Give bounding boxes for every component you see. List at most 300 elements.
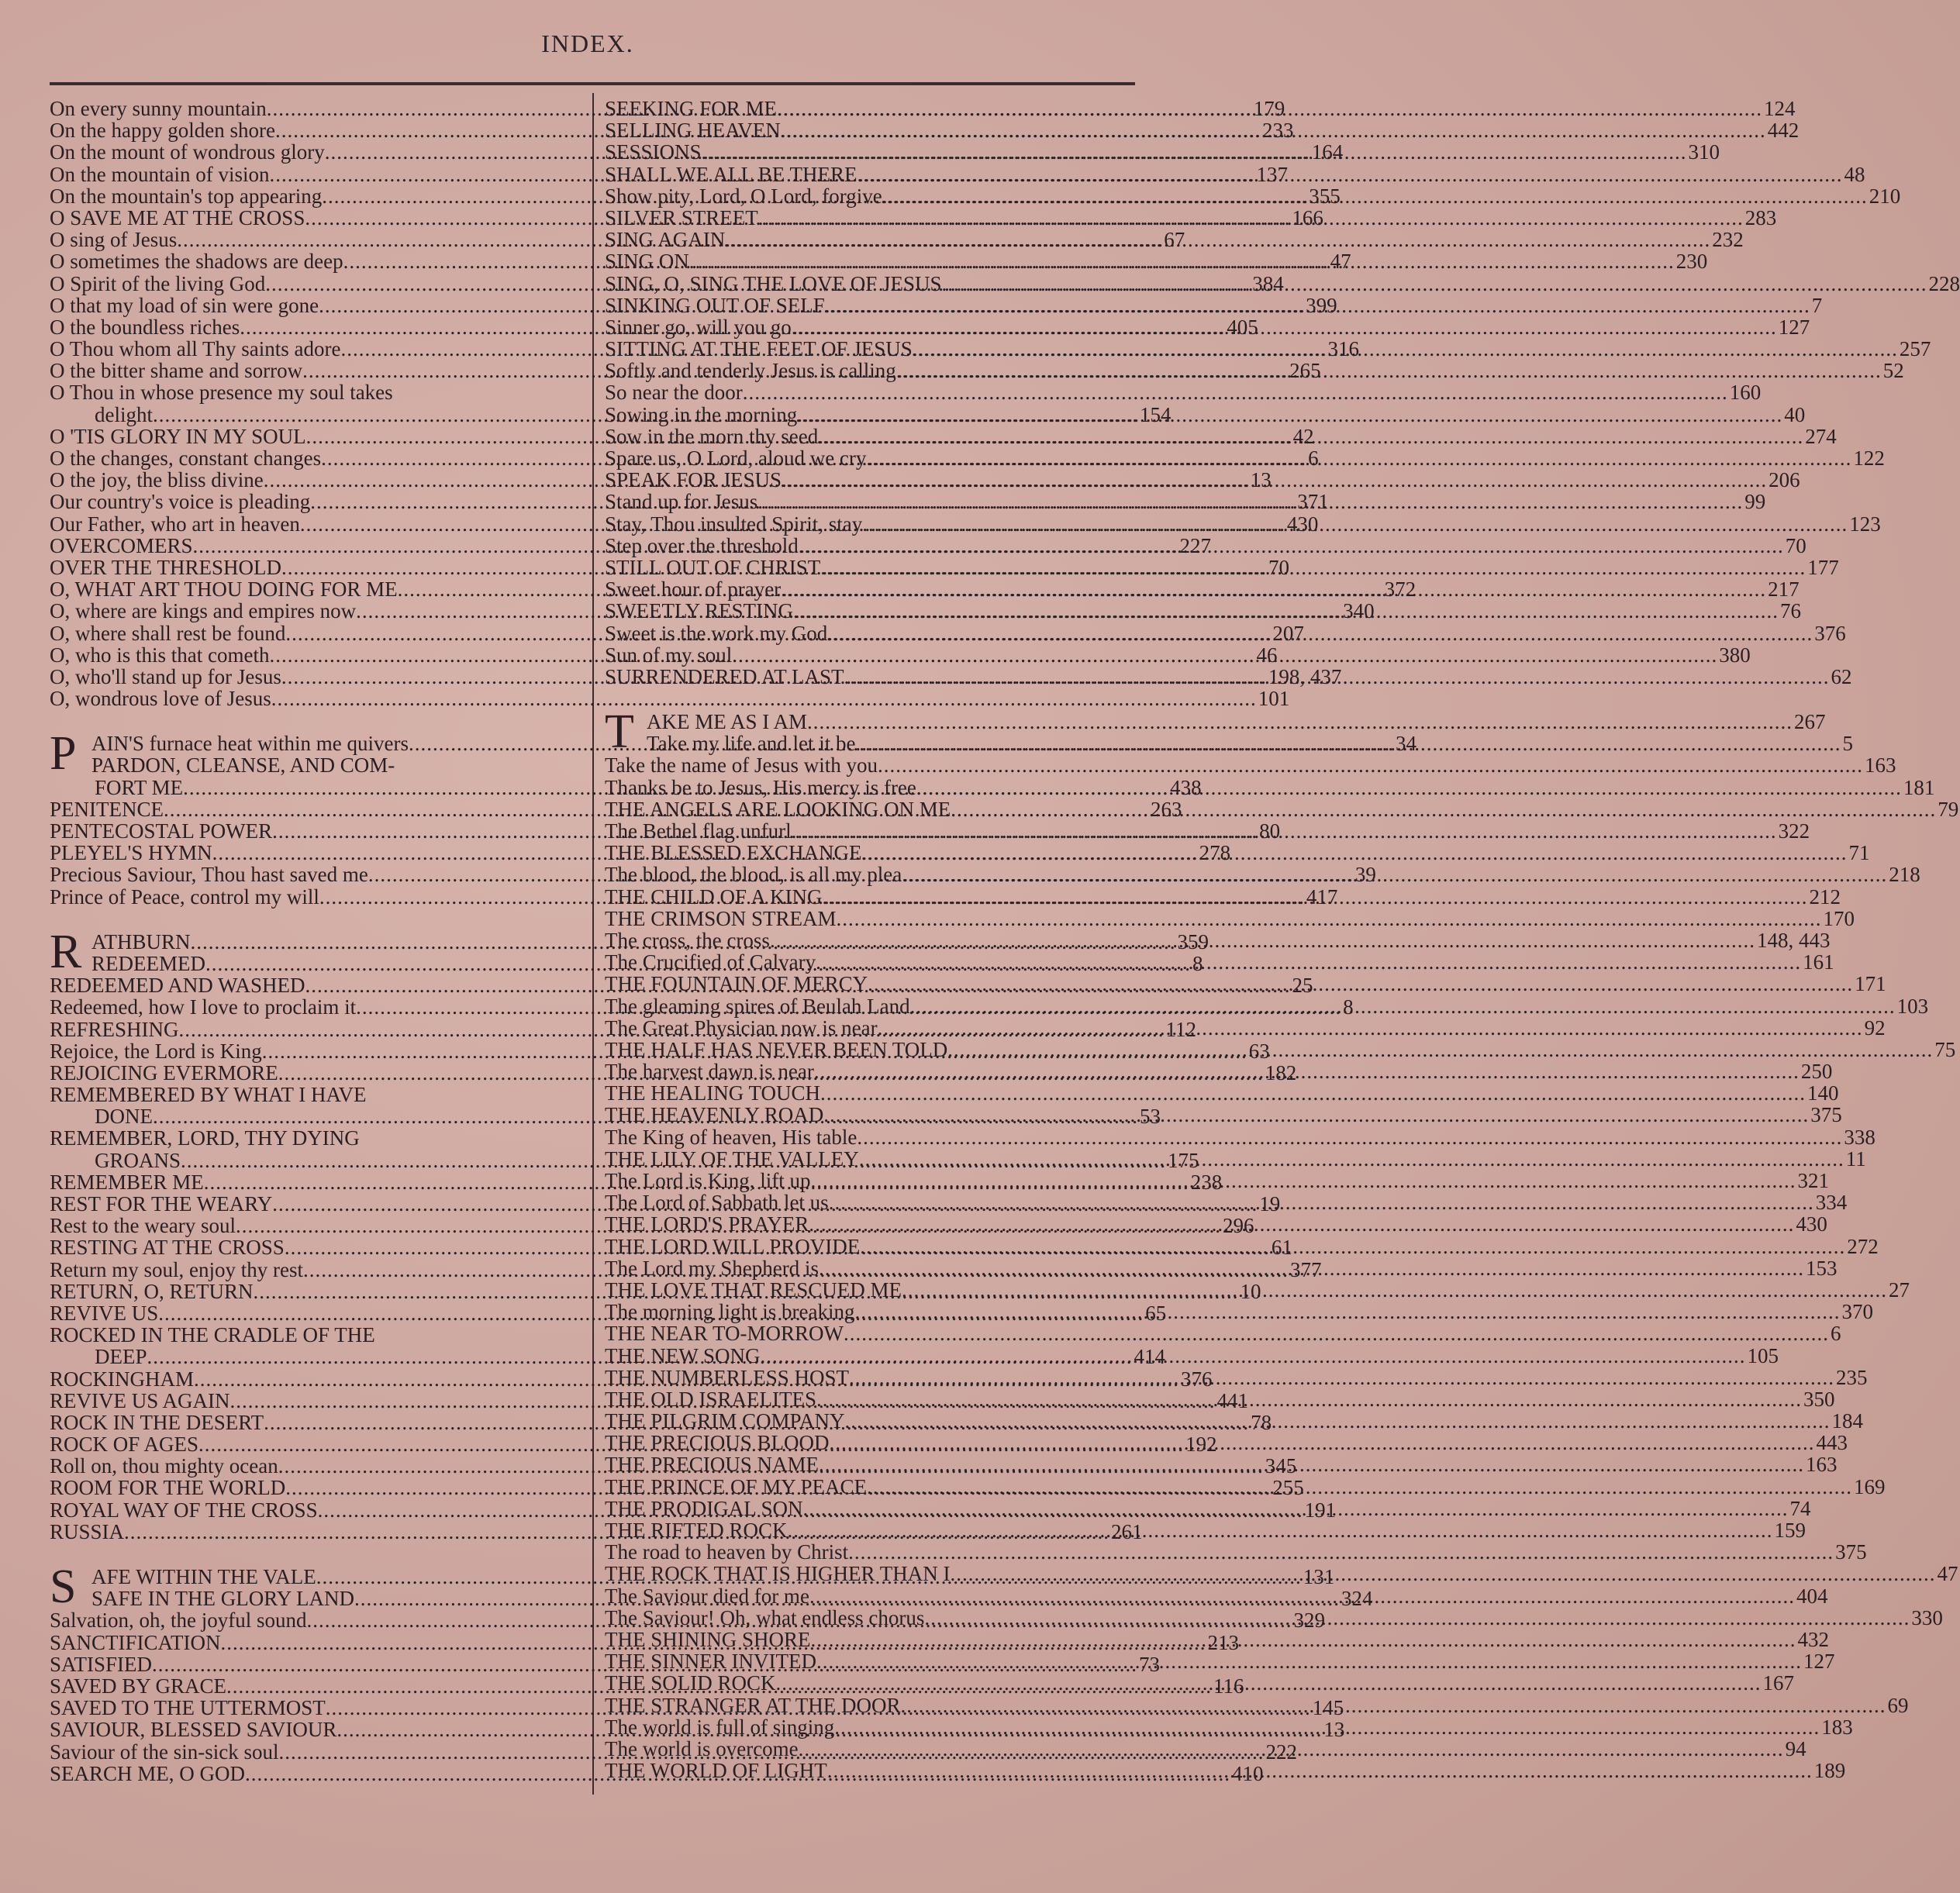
section-gap <box>50 1543 585 1566</box>
page-number: 405 <box>1227 315 1258 339</box>
hymn-title: So near the door <box>605 381 743 405</box>
hymn-title: O sometimes the shadows are deep <box>50 250 343 274</box>
page-number: 40 <box>1784 402 1806 426</box>
page-number: 189 <box>1813 1759 1846 1783</box>
page-number: 160 <box>1729 381 1762 405</box>
hymn-title: SAVIOUR, BLESSED SAVIOUR <box>50 1718 337 1742</box>
page-number: 184 <box>1831 1409 1864 1433</box>
page-number: 48 <box>1844 162 1865 186</box>
page-number: 267 <box>1794 710 1826 734</box>
hymn-title: SATISFIED <box>50 1652 153 1676</box>
hymn-title: Take the name of Jesus with you <box>605 753 878 778</box>
drop-cap-letter: R <box>50 925 82 978</box>
page-number: 116 <box>1213 1674 1244 1698</box>
page-number: 101 <box>1258 687 1290 711</box>
hymn-title: REVIVE US AGAIN <box>50 1388 230 1412</box>
dot-leader <box>827 622 1813 644</box>
hymn-title: SANCTIFICATION <box>50 1630 221 1654</box>
hymn-title: ROCKINGHAM <box>50 1367 195 1391</box>
hymn-title: THE CRIMSON STREAM <box>605 906 837 930</box>
page-number: 430 <box>1286 512 1319 536</box>
dot-leader <box>896 360 1882 381</box>
hymn-title: SESSIONS <box>605 140 702 164</box>
page-number: 167 <box>1762 1671 1794 1695</box>
page-number: 375 <box>1810 1103 1842 1127</box>
dot-leader <box>860 1236 1845 1260</box>
dot-leader <box>942 273 1927 295</box>
page-number: 321 <box>1797 1169 1829 1192</box>
dot-leader <box>776 1672 1762 1694</box>
hymn-title: THE LORD WILL PROVIDE <box>605 1234 861 1258</box>
page-number: 218 <box>1889 863 1920 887</box>
page-number: 272 <box>1847 1234 1879 1258</box>
page-number: 233 <box>1261 119 1294 143</box>
dot-leader <box>834 1716 1820 1742</box>
dot-leader <box>857 164 1842 185</box>
page-number: 124 <box>1764 97 1796 120</box>
page-number: 183 <box>1821 1715 1853 1739</box>
page-number: 375 <box>1835 1540 1867 1564</box>
hymn-title: The cross, the cross <box>605 928 770 952</box>
page-number: 63 <box>1248 1039 1270 1063</box>
hymn-title: O the changes, constant changes <box>50 447 322 470</box>
page-number: 322 <box>1778 819 1810 843</box>
page-number: 19 <box>1259 1192 1281 1215</box>
dot-leader <box>951 798 1936 820</box>
hymn-title: THE HEALING TOUCH <box>605 1081 820 1105</box>
page-number: 75 <box>1934 1037 1956 1061</box>
index-entry <box>605 1519 1806 1542</box>
hymn-title: ROCK IN THE DESERT <box>50 1410 264 1434</box>
page-number: 6 <box>1308 447 1319 470</box>
page-number: 73 <box>1139 1652 1161 1676</box>
hymn-title: The blood, the blood, is all my plea <box>605 863 902 887</box>
hymn-title: GROANS <box>95 1148 181 1172</box>
page-number: 283 <box>1744 205 1777 229</box>
hymn-title: Precious Saviour, Thou hast saved me <box>50 863 368 887</box>
dot-leader <box>820 557 1806 578</box>
hymn-title: SILVER STREET <box>605 205 758 229</box>
dot-leader <box>857 1126 1842 1148</box>
drop-cap-letter: P <box>50 727 77 781</box>
hymn-title: Sowing in the morning <box>605 402 798 426</box>
hymn-title: SAFE IN THE GLORY LAND <box>91 1587 355 1611</box>
page-number: 399 <box>1306 293 1337 317</box>
hymn-title: SING ON <box>605 250 689 274</box>
dot-leader <box>856 733 1841 754</box>
hymn-title: The morning light is breaking <box>605 1300 855 1324</box>
hymn-title: REJOICING EVERMORE <box>50 1060 278 1084</box>
page-number: 417 <box>1306 884 1338 909</box>
page-number: 212 <box>1809 884 1841 909</box>
dot-leader <box>702 141 1687 163</box>
hymn-title: Rejoice, the Lord is King <box>50 1039 262 1063</box>
page-number: 94 <box>1785 1736 1806 1760</box>
page-number: 79 <box>1938 797 1959 821</box>
hymn-title: SAVED BY GRACE <box>50 1674 227 1698</box>
hymn-title: SING, O, SING THE LOVE OF JESUS <box>605 271 942 295</box>
page-number: 154 <box>1140 402 1172 426</box>
hymn-title: THE WORLD OF LIGHT <box>605 1759 827 1783</box>
index-entry-line: REMEMBER, LORD, THY DYING <box>50 1126 360 1150</box>
page-number: 65 <box>1145 1301 1167 1325</box>
page-number: 227 <box>1179 533 1212 557</box>
hymn-title: THE OLD ISRAELITES <box>605 1387 816 1411</box>
hymn-title: SHALL WE ALL BE THERE <box>605 162 858 186</box>
hymn-title: OVERCOMERS <box>50 533 193 557</box>
hymn-title: DEEP <box>95 1345 147 1369</box>
page-number: 340 <box>1343 599 1375 623</box>
page-number: 310 <box>1688 140 1720 164</box>
page-number: 140 <box>1806 1081 1839 1105</box>
hymn-title: SING AGAIN <box>605 228 726 252</box>
page-number: 105 <box>1747 1343 1779 1367</box>
hymn-title: Sinner go, will you go <box>605 315 792 339</box>
dot-leader <box>862 842 1848 864</box>
hymn-title: The world is full of singing <box>605 1715 835 1739</box>
page-number: 228 <box>1928 271 1960 295</box>
page-number: 334 <box>1815 1191 1848 1215</box>
hymn-title: Redeemed, how I love to proclaim it <box>50 995 357 1019</box>
page-number: 181 <box>1903 775 1935 799</box>
page-number: 27 <box>1889 1278 1910 1302</box>
header-rule <box>50 82 1135 85</box>
hymn-title: THE PRINCE OF MY PEACE <box>605 1474 868 1498</box>
hymn-title: ROYAL WAY OF THE CROSS <box>50 1498 318 1522</box>
hymn-title: Our country's voice is pleading <box>50 490 311 514</box>
dot-leader <box>859 1148 1844 1170</box>
page-number: 5 <box>1842 732 1854 756</box>
dot-leader <box>924 1607 1910 1633</box>
page-number: 61 <box>1271 1236 1292 1260</box>
page-number: 206 <box>1768 468 1800 492</box>
page-number: 371 <box>1297 490 1329 514</box>
hymn-title: PLEYEL'S HYMN <box>50 841 212 865</box>
page-number: 127 <box>1803 1650 1835 1674</box>
page-number: 222 <box>1265 1740 1297 1764</box>
index-entry <box>605 381 1762 405</box>
hymn-title: O, who is this that cometh <box>50 643 270 667</box>
page-number: 370 <box>1841 1300 1873 1324</box>
dot-leader <box>837 908 1822 929</box>
hymn-title: SAVED TO THE UTTERMOST <box>50 1696 326 1720</box>
page-number: 329 <box>1293 1609 1325 1633</box>
hymn-title: THE HALF HAS NEVER BEEN TOLD <box>605 1037 948 1061</box>
page-number: 46 <box>1256 643 1278 667</box>
dot-leader <box>757 491 1743 512</box>
page-number: 250 <box>1800 1060 1833 1084</box>
page-number: 430 <box>1796 1212 1827 1236</box>
dot-leader <box>782 469 1767 491</box>
hymn-title: REVIVE US <box>50 1301 159 1325</box>
dot-leader <box>868 973 1853 998</box>
index-entry <box>605 753 1896 778</box>
hymn-title: ATHBURN <box>91 929 191 953</box>
page-number: 169 <box>1854 1474 1886 1498</box>
hymn-title: REDEEMED <box>91 951 205 975</box>
dot-leader <box>810 1170 1796 1194</box>
page-number: 257 <box>1899 337 1931 361</box>
dot-leader <box>844 666 1830 688</box>
hymn-title: RETURN, O, RETURN <box>50 1279 254 1303</box>
page-number: 112 <box>1165 1017 1197 1041</box>
hymn-title: O sing of Jesus <box>50 228 178 252</box>
hymn-title: Our Father, who art in heaven <box>50 512 300 536</box>
hymn-title: O the bitter shame and sorrow <box>50 359 303 383</box>
hymn-title: The Lord my Shepherd is <box>605 1256 819 1280</box>
index-entry-line: PARDON, CLEANSE, AND COM- <box>91 753 395 778</box>
hymn-title: STILL OUT OF CHRIST <box>605 555 821 579</box>
index-entry <box>605 1322 1841 1346</box>
hymn-title: SEARCH ME, O GOD <box>50 1761 246 1785</box>
page-number: 235 <box>1836 1365 1868 1389</box>
hymn-title: THE PRODIGAL SON <box>605 1496 803 1520</box>
hymn-title: RUSSIA <box>50 1519 125 1543</box>
dot-leader <box>947 1039 1933 1063</box>
page-number: 404 <box>1796 1584 1828 1608</box>
drop-cap-letter: T <box>605 705 634 759</box>
hymn-title: SELLING HEAVEN <box>605 119 781 143</box>
hymn-title: On every sunny mountain <box>50 97 267 120</box>
page-number: 443 <box>1816 1431 1848 1455</box>
dot-leader <box>916 777 1902 798</box>
hymn-title: REDEEMED AND WASHED <box>50 974 305 998</box>
hymn-title: THE LORD'S PRAYER <box>605 1212 809 1236</box>
index-entry <box>605 994 1929 1018</box>
dot-leader <box>845 1410 1831 1432</box>
dot-leader <box>743 381 1728 403</box>
dot-leader <box>866 447 1851 469</box>
hymn-title: SEEKING FOR ME <box>605 97 778 120</box>
hymn-title: The Bethel flag unfurl <box>605 819 792 843</box>
index-entry <box>50 687 1290 711</box>
hymn-title: Step over the threshold <box>605 533 799 557</box>
hymn-title: O SAVE ME AT THE CROSS <box>50 205 305 229</box>
page-number: 255 <box>1272 1476 1304 1500</box>
hymn-title: AIN'S furnace heat within me quivers <box>91 732 409 756</box>
hymn-title: Spare us, O Lord, aloud we cry <box>605 447 867 470</box>
hymn-title: Softly and tenderly Jesus is calling <box>605 359 896 383</box>
hymn-title: Salvation, oh, the joyful sound <box>50 1609 307 1633</box>
dot-leader <box>820 1082 1806 1104</box>
hymn-title: PENTECOSTAL POWER <box>50 819 273 843</box>
page-number: 414 <box>1134 1345 1165 1369</box>
dot-leader <box>867 1476 1852 1498</box>
page-number: 177 <box>1807 555 1839 579</box>
hymn-title: ROCK OF AGES <box>50 1433 199 1457</box>
page-number: 70 <box>1785 533 1806 557</box>
hymn-title: Prince of Peace, control my will <box>50 884 319 909</box>
page-title: INDEX. <box>541 29 634 57</box>
hymn-title: AFE WITHIN THE VALE <box>91 1565 316 1588</box>
hymn-title: Stand up for Jesus <box>605 490 758 514</box>
page-number: 122 <box>1853 447 1885 470</box>
page-number: 192 <box>1185 1433 1217 1457</box>
page-number: 148, 443 <box>1756 928 1831 952</box>
dot-leader <box>902 1279 1887 1301</box>
hymn-title: delight <box>95 402 153 426</box>
hymn-title: Sun of my soul <box>605 643 733 667</box>
dot-leader <box>825 295 1810 316</box>
dot-leader <box>910 995 1896 1017</box>
index-entry <box>605 950 1834 974</box>
dot-leader <box>799 535 1784 557</box>
hymn-title: O, where are kings and empires now <box>50 599 357 623</box>
dot-leader <box>844 1322 1829 1344</box>
hymn-title: THE SHINING SHORE <box>605 1627 811 1651</box>
hymn-title: THE NEAR TO-MORROW <box>605 1322 844 1346</box>
dot-leader <box>827 1760 1813 1781</box>
page-number: 175 <box>1168 1148 1199 1172</box>
page-number: 6 <box>1831 1322 1841 1346</box>
hymn-title: REST FOR THE WEARY <box>50 1192 273 1215</box>
hymn-title: O, WHAT ART THOU DOING FOR ME <box>50 578 398 602</box>
hymn-title: THE LOVE THAT RESCUED ME <box>605 1278 902 1302</box>
page-number: 8 <box>1343 995 1354 1019</box>
hymn-title: SINKING OUT OF SELF <box>605 293 825 317</box>
page-number: 170 <box>1823 906 1855 930</box>
hymn-title: Show pity, Lord, O Lord, forgive <box>605 184 882 208</box>
page-number: 80 <box>1259 819 1281 843</box>
dot-leader <box>816 1650 1802 1672</box>
dot-leader <box>781 578 1766 600</box>
hymn-title: THE PRECIOUS NAME <box>605 1453 820 1477</box>
page-number: 376 <box>1181 1367 1213 1391</box>
page-number: 47 <box>1937 1562 1958 1586</box>
page-number: 372 <box>1384 578 1417 602</box>
hymn-title: The road to heaven by Christ <box>605 1540 849 1564</box>
dot-leader <box>849 1367 1834 1391</box>
hymn-title: AKE ME AS I AM <box>647 710 808 734</box>
page-number: 163 <box>1865 753 1896 778</box>
page-number: 316 <box>1327 337 1359 361</box>
hymn-title: Sweet hour of prayer <box>605 578 782 602</box>
dot-leader <box>732 644 1717 666</box>
hymn-title: The Lord of Sabbath let us <box>605 1191 829 1215</box>
page-number: 324 <box>1341 1587 1373 1611</box>
dot-leader <box>816 1388 1802 1410</box>
page-number: 47 <box>1330 250 1351 274</box>
page-number: 67 <box>1164 228 1185 252</box>
drop-cap-letter: S <box>50 1560 77 1613</box>
hymn-title: ROOM FOR THE WORLD <box>50 1476 286 1500</box>
page-number: 69 <box>1887 1693 1909 1717</box>
hymn-title: THE BLESSED EXCHANGE <box>605 841 862 865</box>
index-entry <box>605 1125 1875 1149</box>
hymn-title: Roll on, thou mighty ocean <box>50 1454 278 1478</box>
dot-leader <box>793 600 1779 622</box>
page-number: 350 <box>1803 1387 1835 1411</box>
hymn-title: The harvest dawn is near <box>605 1060 814 1084</box>
hymn-title: The world is overcome <box>605 1736 799 1760</box>
page-number: 182 <box>1265 1060 1297 1084</box>
page-number: 164 <box>1311 140 1344 164</box>
dot-leader <box>689 250 1675 272</box>
page-number: 380 <box>1719 643 1751 667</box>
hymn-title: THE PRECIOUS BLOOD <box>605 1431 830 1455</box>
page-number: 330 <box>1911 1605 1943 1629</box>
page-number: 278 <box>1199 841 1231 865</box>
page-number: 8 <box>1192 951 1203 975</box>
hymn-title: OVER THE THRESHOLD <box>50 555 282 579</box>
page-number: 210 <box>1869 184 1901 208</box>
page-number: 25 <box>1292 974 1313 998</box>
page-number: 153 <box>1805 1256 1838 1280</box>
dot-leader <box>809 1585 1795 1611</box>
page-number: 265 <box>1289 359 1321 383</box>
hymn-title: The Lord is King, lift up <box>605 1169 811 1192</box>
dot-leader <box>777 98 1762 119</box>
index-entry-line: REMEMBERED BY WHAT I HAVE <box>50 1083 367 1107</box>
hymn-title: REFRESHING <box>50 1017 179 1041</box>
page-number: 296 <box>1222 1214 1254 1238</box>
hymn-title: O Spirit of the living God <box>50 271 266 295</box>
hymn-title: THE STRANGER AT THE DOOR <box>605 1693 901 1717</box>
hymn-title: O, wondrous love of Jesus <box>50 687 271 711</box>
page-number: 207 <box>1272 621 1304 645</box>
page-number: 145 <box>1312 1696 1344 1720</box>
hymn-title: O, where shall rest be found <box>50 621 286 645</box>
dot-leader <box>823 886 1808 908</box>
dot-leader <box>913 338 1898 360</box>
dot-leader <box>878 754 1863 776</box>
page-number: 432 <box>1797 1627 1829 1651</box>
page-number: 213 <box>1207 1630 1240 1654</box>
page-number: 441 <box>1216 1388 1248 1412</box>
page-number: 131 <box>1303 1565 1335 1588</box>
hymn-title: Take my life and let it be <box>647 732 856 756</box>
page-number: 13 <box>1250 468 1272 492</box>
page-number: 11 <box>1845 1146 1866 1171</box>
page-number: 71 <box>1848 841 1870 865</box>
page-number: 359 <box>1177 929 1209 953</box>
section-gap <box>50 709 585 733</box>
page-number: 238 <box>1190 1170 1223 1194</box>
page-number: 345 <box>1265 1454 1297 1478</box>
dot-leader <box>788 1519 1773 1541</box>
page-number: 159 <box>1774 1519 1806 1542</box>
hymn-title: THE SOLID ROCK <box>605 1671 776 1695</box>
hymn-title: THE FOUNTAIN OF MERCY <box>605 972 868 996</box>
hymn-title: Saviour of the sin-sick soul <box>50 1740 279 1764</box>
hymn-title: THE ROCK THAT IS HIGHER THAN I <box>605 1562 951 1586</box>
dot-leader <box>725 229 1710 250</box>
dot-leader <box>797 404 1782 426</box>
hymn-title: The Saviour! Oh, what endless chorus <box>605 1605 925 1629</box>
dot-leader <box>807 711 1793 733</box>
dot-leader <box>830 1432 1815 1457</box>
page-number: 74 <box>1789 1496 1811 1520</box>
page-number: 103 <box>1896 994 1929 1018</box>
hymn-title: THE NUMBERLESS HOST <box>605 1365 850 1389</box>
hymn-title: The King of heaven, His table <box>605 1125 858 1149</box>
hymn-title: O, who'll stand up for Jesus <box>50 664 281 688</box>
dot-leader <box>792 316 1777 338</box>
page-number: 52 <box>1882 359 1904 383</box>
page-number: 7 <box>1811 293 1823 317</box>
dot-leader <box>811 1629 1796 1650</box>
hymn-title: THE LILY OF THE VALLEY <box>605 1146 859 1171</box>
dot-leader <box>803 1498 1789 1522</box>
page-number: 338 <box>1844 1125 1875 1149</box>
hymn-title: O 'TIS GLORY IN MY SOUL <box>50 424 306 448</box>
dot-leader <box>809 1213 1794 1238</box>
hymn-title: SWEETLY RESTING <box>605 599 794 623</box>
hymn-title: O the boundless riches <box>50 315 240 339</box>
dot-leader <box>819 1453 1804 1478</box>
page-number: 161 <box>1803 950 1834 974</box>
page-number: 10 <box>1240 1279 1261 1303</box>
